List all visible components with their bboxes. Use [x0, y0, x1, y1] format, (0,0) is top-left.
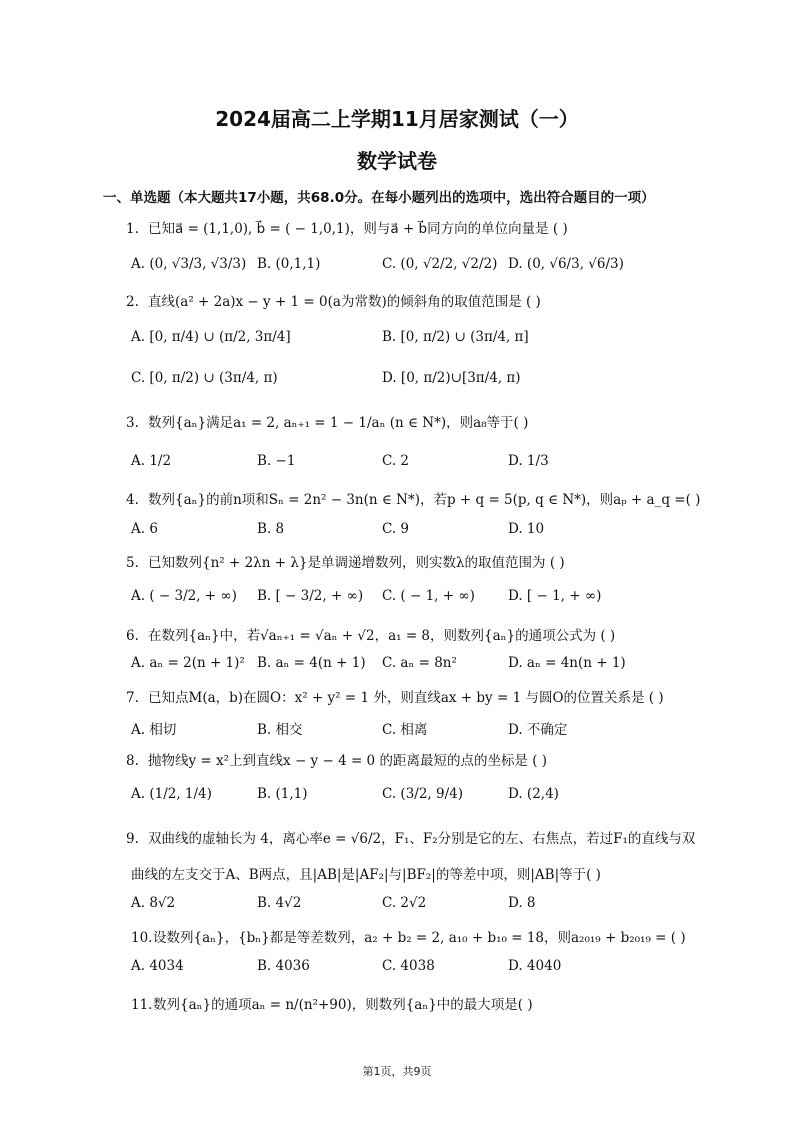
option-a: A. 4034 [131, 958, 184, 974]
option-c: C. [0, π/2) ∪ (3π/4, π) [131, 370, 278, 386]
exam-title: 2024届高二上学期11月居家测试（一） [215, 107, 579, 131]
question-4: 4. 数列{aₙ}的前n项和Sₙ = 2n² − 3n(n ∈ N*)，若p + q = 5(p, q ∈ N*)，则aₚ + a_q =( ) [126, 492, 701, 508]
option-d: D. 1/3 [508, 453, 549, 469]
option-a: A. ( − 3/2, + ∞) [131, 588, 237, 604]
question-3: 3. 数列{aₙ}满足a₁ = 2, aₙ₊₁ = 1 − 1/aₙ (n ∈ N*)，则a₈等于( ) [126, 415, 529, 431]
option-d: D. 8 [508, 895, 536, 911]
question-9: 9. 双曲线的虚轴长为 4，离心率e = √6/2，F₁、F₂分别是它的左、右焦点，若过F₁的直线与双 [126, 831, 696, 847]
question-stem: 数列{aₙ}满足a₁ = 2, aₙ₊₁ = 1 − 1/aₙ (n ∈ N*)，则a₈等于( ) [148, 415, 529, 431]
option-b: B. (0,1,1) [257, 256, 321, 272]
option-a: A. [0, π/4) ∪ (π/2, 3π/4] [131, 329, 291, 345]
option-d: D. 4040 [508, 958, 562, 974]
option-d: D. aₙ = 4n(n + 1) [508, 655, 626, 671]
question-7: 7. 已知点M(a，b)在圆O：x² + y² = 1 外，则直线ax + by = 1 与圆O的位置关系是 ( ) [126, 690, 664, 706]
option-a: A. 6 [131, 521, 158, 537]
question-stem: 设数列{aₙ}，{bₙ}都是等差数列，a₂ + b₂ = 2, a₁₀ + b₁₀ = 18，则a₂₀₁₉ + b₂₀₁₉ = ( ) [153, 930, 686, 946]
question-stem: 抛物线y = x²上到直线x − y − 4 = 0 的距离最短的点的坐标是 ( ) [148, 753, 548, 769]
option-c: C. 4038 [382, 958, 435, 974]
question-9-continued: 曲线的左支交于A、B两点，且|AB|是|AF₂|与|BF₂|的等差中项，则|AB|等于( ) [131, 867, 601, 883]
option-d: D. (0, √6/3, √6/3) [508, 256, 624, 272]
option-a: A. (0, √3/3, √3/3) [131, 256, 247, 272]
option-c: C. ( − 1, + ∞) [382, 588, 475, 604]
question-stem: 数列{aₙ}的前n项和Sₙ = 2n² − 3n(n ∈ N*)，若p + q = 5(p, q ∈ N*)，则aₚ + a_q =( ) [148, 492, 701, 508]
question-stem: 数列{aₙ}的通项aₙ = n/(n²+90)，则数列{aₙ}中的最大项是( ) [153, 997, 533, 1013]
option-a: A. aₙ = 2(n + 1)² [131, 655, 245, 671]
question-stem: 在数列{aₙ}中，若√aₙ₊₁ = √aₙ + √2，a₁ = 8，则数列{aₙ}的通项公式为 ( ) [148, 628, 616, 644]
option-b: B. 4036 [257, 958, 310, 974]
option-b: B. [0, π/2) ∪ (3π/4, π] [382, 329, 529, 345]
question-5: 5. 已知数列{n² + 2λn + λ}是单调递增数列，则实数λ的取值范围为 ( ) [126, 555, 565, 571]
question-6: 6. 在数列{aₙ}中，若√aₙ₊₁ = √aₙ + √2，a₁ = 8，则数列{aₙ}的通项公式为 ( ) [126, 628, 616, 644]
option-b: B. −1 [257, 453, 296, 469]
option-c: C. 9 [382, 521, 410, 537]
option-a: A. 相切 [131, 722, 177, 738]
question-8: 8. 抛物线y = x²上到直线x − y − 4 = 0 的距离最短的点的坐标是 ( ) [126, 753, 548, 769]
option-b: B. 相交 [257, 722, 303, 738]
option-c: C. 2√2 [382, 895, 427, 911]
option-a: A. (1/2, 1/4) [131, 786, 212, 802]
option-d: D. [ − 1, + ∞) [508, 588, 602, 604]
option-d: D. (2,4) [508, 786, 559, 802]
page-footer: 第1页，共9页 [362, 1065, 432, 1078]
option-d: D. 不确定 [508, 722, 568, 738]
option-c: C. (0, √2/2, √2/2) [382, 256, 498, 272]
section-heading: 一、单选题（本大题共17小题，共68.0分。在每小题列出的选项中，选出符合题目的一项） [103, 190, 655, 206]
option-a: A. 1/2 [131, 453, 172, 469]
question-11: 11.数列{aₙ}的通项aₙ = n/(n²+90)，则数列{aₙ}中的最大项是( ) [131, 997, 533, 1013]
question-stem: 双曲线的虚轴长为 4，离心率e = √6/2，F₁、F₂分别是它的左、右焦点，若过F₁的直线与双 [148, 831, 696, 847]
option-b: B. (1,1) [257, 786, 308, 802]
question-2: 2. 直线(a² + 2a)x − y + 1 = 0(a为常数)的倾斜角的取值范围是 ( ) [126, 294, 541, 310]
question-stem: 已知数列{n² + 2λn + λ}是单调递增数列，则实数λ的取值范围为 ( ) [148, 555, 565, 571]
option-c: C. aₙ = 8n² [382, 655, 457, 671]
option-c: C. 相离 [382, 722, 428, 738]
option-d: D. 10 [508, 521, 545, 537]
exam-subtitle: 数学试卷 [357, 149, 437, 173]
option-c: C. 2 [382, 453, 410, 469]
option-b: B. 8 [257, 521, 285, 537]
question-10: 10.设数列{aₙ}，{bₙ}都是等差数列，a₂ + b₂ = 2, a₁₀ + b₁₀ = 18，则a₂₀₁₉ + b₂₀₁₉ = ( ) [131, 930, 686, 946]
question-stem: 直线(a² + 2a)x − y + 1 = 0(a为常数)的倾斜角的取值范围是 ( ) [148, 294, 541, 310]
question-stem: 已知a⃗ = (1,1,0), b⃗ = ( − 1,0,1)，则与a⃗ + b⃗同方向的单位向量是 ( ) [148, 221, 568, 237]
option-b: B. 4√2 [257, 895, 302, 911]
question-1: 1. 已知a⃗ = (1,1,0), b⃗ = ( − 1,0,1)，则与a⃗ + b⃗同方向的单位向量是 ( ) [126, 221, 568, 237]
option-c: C. (3/2, 9/4) [382, 786, 463, 802]
question-stem: 已知点M(a，b)在圆O：x² + y² = 1 外，则直线ax + by = 1 与圆O的位置关系是 ( ) [148, 690, 664, 706]
option-b: B. [ − 3/2, + ∞) [257, 588, 364, 604]
option-a: A. 8√2 [131, 895, 176, 911]
option-b: B. aₙ = 4(n + 1) [257, 655, 366, 671]
option-d: D. [0, π/2)∪[3π/4, π) [382, 370, 521, 386]
